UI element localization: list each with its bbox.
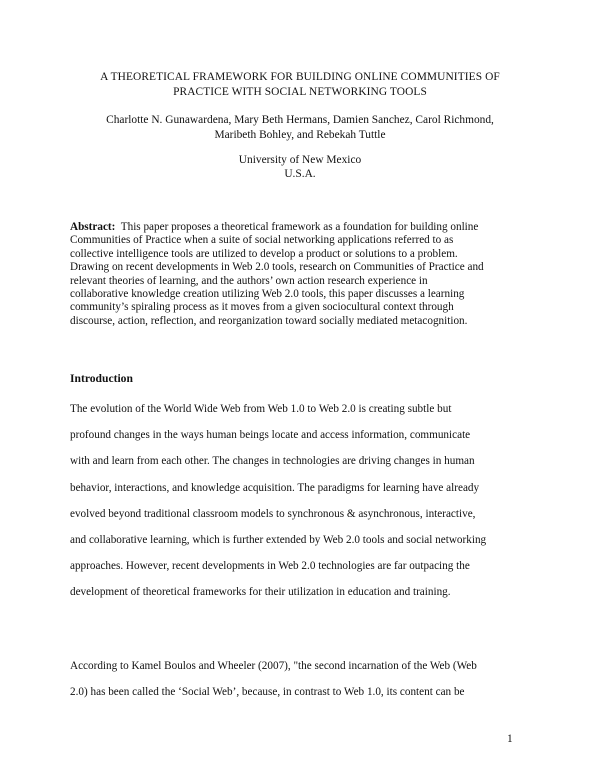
paragraph-line: and collaborative learning, which is further extended by Web 2.0 tools and social networking — [70, 533, 487, 546]
author-list — [70, 113, 530, 143]
abstract-line: collaborative knowledge creation utilizing Web 2.0 tools, this paper discusses a learning — [70, 288, 465, 301]
abstract — [70, 221, 532, 328]
title-line: A THEORETICAL FRAMEWORK FOR BUILDING ONLINE COMMUNITIES OF — [100, 71, 500, 83]
intro-paragraph-1 — [70, 402, 535, 612]
paragraph-line: The evolution of the World Wide Web from Web 1.0 to Web 2.0 is creating subtle but — [70, 403, 452, 415]
paragraph-line: behavior, interactions, and knowledge acquisition. The paradigms for learning have already — [70, 481, 480, 494]
page-number: 1 — [507, 733, 513, 745]
abstract-line: collective intelligence tools are utilized to develop a product or solutions to a problem. — [70, 247, 458, 260]
title-line: PRACTICE WITH SOCIAL NETWORKING TOOLS — [173, 86, 427, 98]
section-heading-introduction: Introduction — [70, 372, 133, 385]
affiliation — [70, 153, 530, 181]
abstract-line: Communities of Practice when a suite of social networking applications referred to as — [70, 234, 454, 247]
intro-paragraph-2 — [70, 659, 535, 711]
author-line: Charlotte N. Gunawardena, Mary Beth Hermans, Damien Sanchez, Carol Richmond, — [106, 114, 494, 126]
abstract-line — [70, 221, 532, 234]
paragraph-line: development of theoretical frameworks for their utilization in education and training. — [70, 586, 451, 599]
abstract-text: This paper proposes a theoretical framework as a foundation for building online — [120, 221, 479, 233]
paragraph-line: with and learn from each other. The changes in technologies are driving changes in human — [70, 455, 475, 468]
paragraph-line: profound changes in the ways human beings locate and access information, communicate — [70, 429, 471, 442]
paragraph-line: 2.0) has been called the ‘Social Web’, because, in contrast to Web 1.0, its content can be — [70, 686, 465, 699]
abstract-line: community’s spiraling process as it moves from a given sociocultural context through — [70, 301, 454, 314]
affiliation-name: University of New Mexico — [238, 154, 362, 166]
abstract-line: discourse, action, reflection, and reorganization toward socially mediated metacognition. — [70, 314, 468, 327]
abstract-label: Abstract: — [70, 221, 116, 233]
paper-title — [70, 70, 530, 100]
paragraph-line: evolved beyond traditional classroom models to synchronous & asynchronous, interactive, — [70, 507, 476, 520]
paragraph-line: approaches. However, recent developments in Web 2.0 technologies are far outpacing the — [70, 560, 470, 573]
paragraph-line: According to Kamel Boulos and Wheeler (2007), "the second incarnation of the Web (Web — [70, 660, 477, 672]
author-line: Maribeth Bohley, and Rebekah Tuttle — [214, 129, 386, 141]
affiliation-country: U.S.A. — [284, 168, 316, 180]
abstract-line: Drawing on recent developments in Web 2.0 tools, research on Communities of Practice and — [70, 261, 484, 274]
abstract-line: relevant theories of learning, and the authors’ own action research experience in — [70, 274, 428, 287]
